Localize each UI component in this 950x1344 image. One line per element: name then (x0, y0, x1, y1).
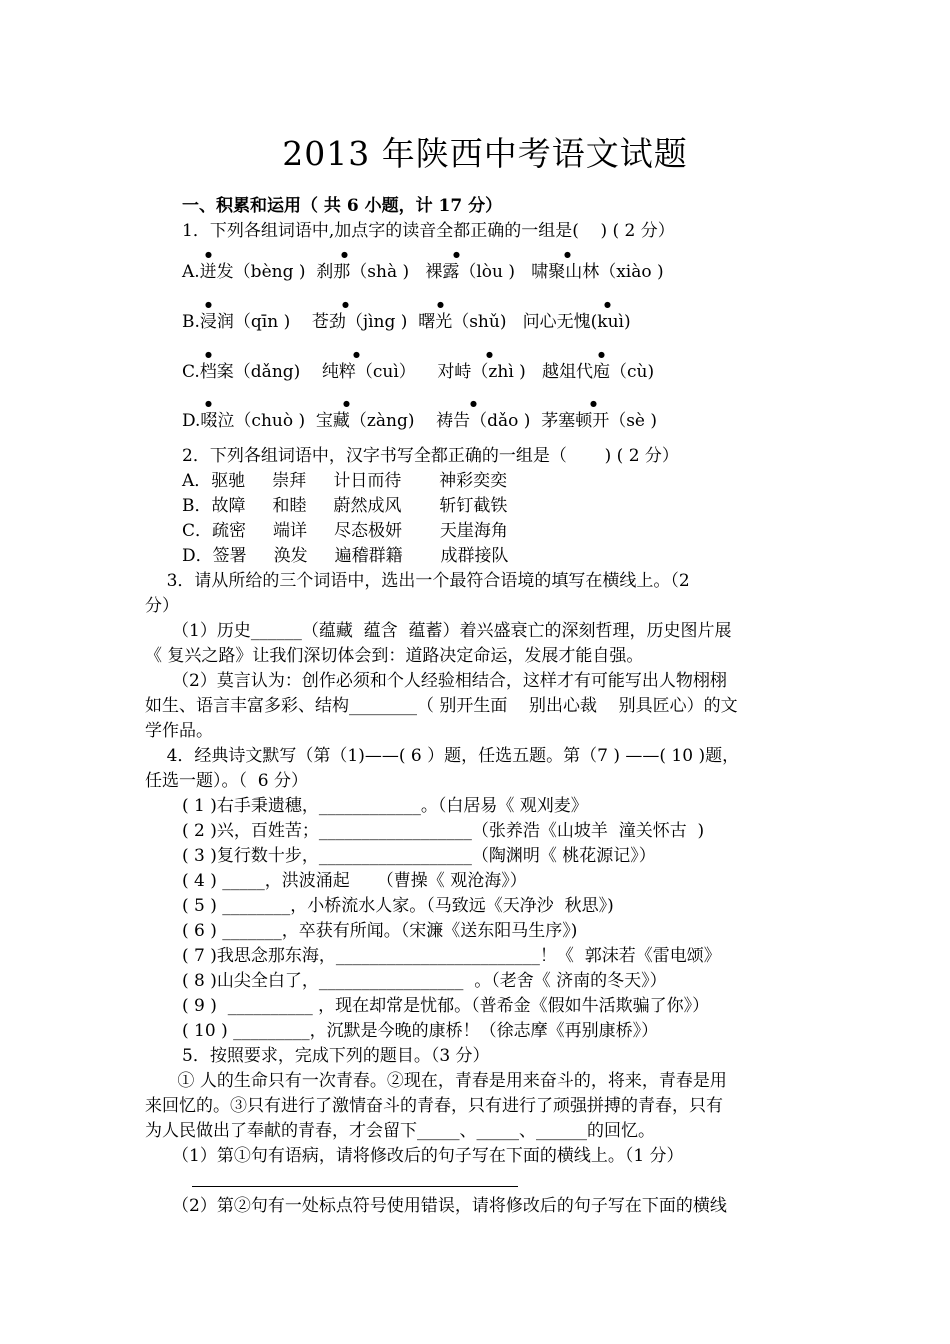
question-5-2: （2）第②句有一处标点符号使用错误，请将修改后的句子写在下面的横线 (145, 1196, 727, 1216)
option-1b: B.浸润（qīn ) 苍劲（jìng ) 曙光（shǔ) 问心无愧(kuì) (182, 312, 631, 332)
recite-7: ( 7 )我思念那东海，________________________！《 郭沫若《雷电颂》 (182, 946, 721, 966)
question-5: 5．按照要求，完成下列的题目。（3 分） (182, 1046, 490, 1066)
recite-9: ( 9 ) __________ ，现在却常是忧郁。（普希金《假如牛活欺骗了你》） (182, 996, 710, 1016)
recite-10: ( 10 ) _________，沉默是今晚的康桥！（徐志摩《再别康桥》） (182, 1021, 659, 1041)
question-1: 1．下列各组词语中,加点字的读音全都正确的一组是( ) ( 2 分） (182, 221, 675, 241)
question-3: 3．请从所给的三个词语中，选出一个最符合语境的填写在横线上。（2 (145, 571, 690, 591)
recite-5: ( 5 ) ________，小桥流水人家。（马致远《天净沙 秋思》) (182, 896, 614, 916)
option-2d: D．签署 涣发 遍稽群籍 成群接队 (182, 546, 509, 566)
option-2a: A．驱驰 崇拜 计日而待 神彩奕奕 (182, 471, 508, 491)
question-3-cont: 分） (145, 596, 179, 616)
question-3-2-end: 学作品。 (145, 721, 213, 741)
recite-3: ( 3 )复行数十步，__________________（陶渊明《 桃花源记》） (182, 846, 656, 866)
option-1c: C.档案（dǎng) 纯粹（cuì） 对峙（zhì ) 越俎代庖（cù) (182, 362, 655, 382)
answer-blank-line (192, 1186, 518, 1187)
question-3-1: （1）历史______（蕴藏 蕴含 蕴蓄）着兴盛衰亡的深刻哲理，历史图片展 (145, 621, 732, 641)
exam-page: 2013 年陕西中考语文试题 一、积累和运用（ 共 6 小题，计 17 分） 1．下列各组词语中,加点字的读音全都正确的一组是( ) ( 2 分） A.迸发（bèng ) 刹那（shà ) 裸露（lòu ) 啸聚山林（xiào ) B.浸润（qīn ) 苍劲（jìng ) 曙光（shǔ) 问心无愧(kuì) C.档案（dǎng) 纯粹（cuì） 对峙（zhì ) 越俎代庖（cù) D.啜泣（chuò ) 宝藏（zàng) 祷告（dǎo ) 茅塞顿开（sè ) ● ● ● ● ● ● ● ● ● ● ● ● ● ● ● ● 2．下列各组词语中，汉字书写全都正确的一组是（ ) ( 2 分） A．驱驰 崇拜 计日而待 神彩奕奕 B．故障 和睦 蔚然成风 斩钉截铁 C．疏密 端详 尽态极妍 天崖海角 D．签署 涣发 遍稽群籍 成群接队 3．请从所给的三个词语中，选出一个最符合语境的填写在横线上。（2 分） （1）历史______（蕴藏 蕴含 蕴蓄）着兴盛衰亡的深刻哲理，历史图片展 《 复兴之路》让我们深切体会到：道路决定命运，发展才能自强。 （2）莫言认为：创作必须和个人经验相结合，这样才有可能写出人物栩栩 如生、语言丰富多彩、结构________（ 别开生面 别出心裁 别具匠心）的文 学作品。 4．经典诗文默写（第（1)——( 6 ）题，任选五题。第（7 ) ——( 10 )题， 任选一题）。（ 6 分） ( 1 )右手秉遗穗，____________。（白居易《 观刈麦》 ( 2 )兴，百姓苦；__________________（张养浩《山坡羊 潼关怀古 ) ( 3 )复行数十步，__________________（陶渊明《 桃花源记》） ( 4 ) _____，洪波涌起 （曹操《 观沧海》） ( 5 ) ________，小桥流水人家。（马致远《天净沙 秋思》) ( 6 ) _______，卒获有所闻。（宋濂《送东阳马生序》) ( 7 )我思念那东海，________________________！《 郭沫若《雷电颂》 ( 8 )山尖全白了，_________________ 。（老舍《 济南的冬天》） ( 9 ) __________ ，现在却常是忧郁。（普希金《假如牛活欺骗了你》） ( 10 ) _________，沉默是今晚的康桥！（徐志摩《再别康桥》） 5．按照要求，完成下列的题目。（3 分） ① 人的生命只有一次青春。②现在，青春是用来奋斗的，将来，青春是用 来回忆的。③只有进行了激情奋斗的青春，只有进行了顽强拼搏的青春，只有 为人民做出了奉献的青春，才会留下_____、_____、______的回忆。 （1）第①句有语病，请将修改后的句子写在下面的横线上。（1 分） （2）第②句有一处标点符号使用错误，请将修改后的句子写在下面的横线 (0, 0, 950, 1344)
question-5-1: （1）第①句有语病，请将修改后的句子写在下面的横线上。（1 分） (145, 1146, 684, 1166)
recite-4: ( 4 ) _____，洪波涌起 （曹操《 观沧海》） (182, 871, 527, 891)
option-2c: C．疏密 端详 尽态极妍 天崖海角 (182, 521, 508, 541)
question-3-2: （2）莫言认为：创作必须和个人经验相结合，这样才有可能写出人物栩栩 (145, 671, 727, 691)
option-2b: B．故障 和睦 蔚然成风 斩钉截铁 (182, 496, 508, 516)
recite-8: ( 8 )山尖全白了，_________________ 。（老舍《 济南的冬天》） (182, 971, 667, 991)
question-2: 2．下列各组词语中，汉字书写全都正确的一组是（ ) ( 2 分） (182, 446, 679, 466)
passage-line-1: ① 人的生命只有一次青春。②现在，青春是用来奋斗的，将来，青春是用 (145, 1071, 727, 1091)
option-1d: D.啜泣（chuò ) 宝藏（zàng) 祷告（dǎo ) 茅塞顿开（sè ) (182, 411, 658, 431)
recite-6: ( 6 ) _______，卒获有所闻。（宋濂《送东阳马生序》) (182, 921, 578, 941)
recite-1: ( 1 )右手秉遗穗，____________。（白居易《 观刈麦》 (182, 796, 588, 816)
page-title: 2013 年陕西中考语文试题 (282, 134, 688, 173)
question-4-cont: 任选一题）。（ 6 分） (145, 771, 309, 791)
passage-line-3: 为人民做出了奉献的青春，才会留下_____、_____、______的回忆。 (145, 1121, 655, 1141)
recite-2: ( 2 )兴，百姓苦；__________________（张养浩《山坡羊 潼关怀古 ) (182, 821, 705, 841)
option-1a-text: A.迸发（bèng ) 刹那（shà ) 裸露（lòu ) 啸聚山林（xiào ) (182, 261, 822, 283)
question-4: 4．经典诗文默写（第（1)——( 6 ）题，任选五题。第（7 ) ——( 10 )题， (145, 746, 740, 766)
passage-line-2: 来回忆的。③只有进行了激情奋斗的青春，只有进行了顽强拼搏的青春，只有 (145, 1096, 723, 1116)
question-3-1-cont: 《 复兴之路》让我们深切体会到：道路决定命运，发展才能自强。 (145, 646, 644, 666)
question-3-2-cont: 如生、语言丰富多彩、结构________（ 别开生面 别出心裁 别具匠心）的文 (145, 696, 738, 716)
section-heading: 一、积累和运用（ 共 6 小题，计 17 分） (182, 196, 503, 216)
